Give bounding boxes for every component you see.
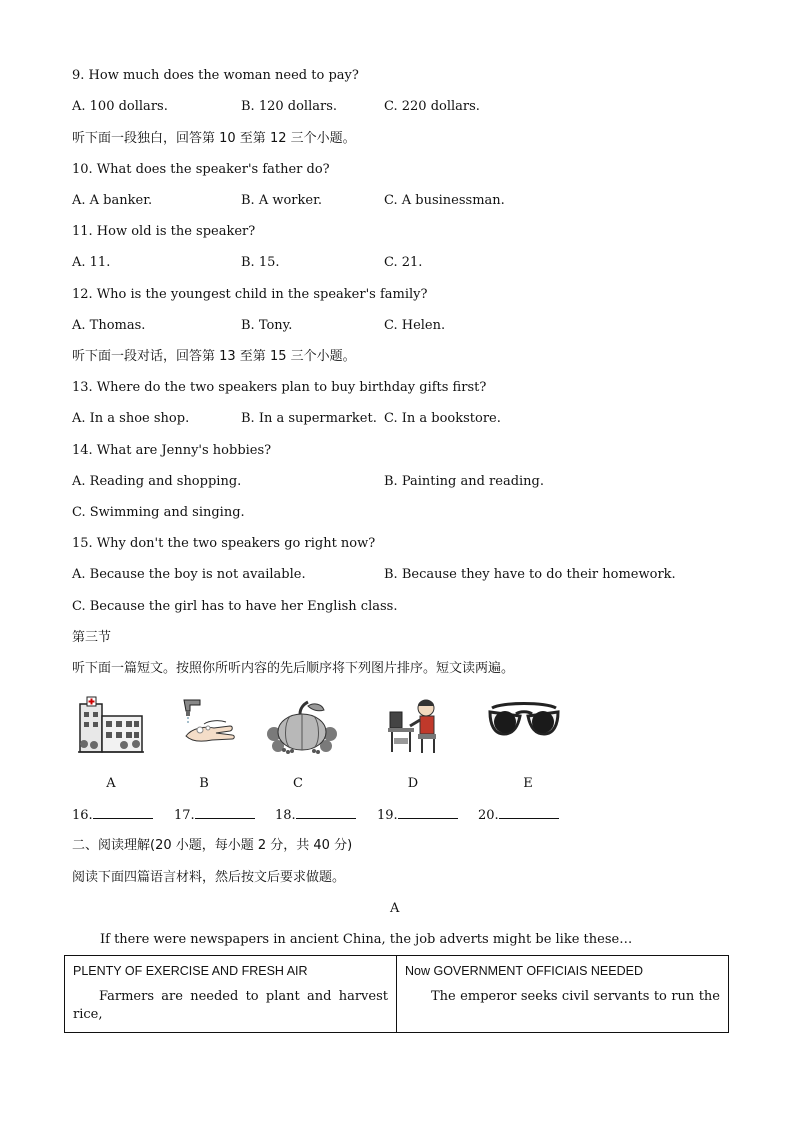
question-12: 12. Who is the youngest child in the speaker's family?: [72, 287, 428, 302]
question-9: 9. How much does the woman need to pay?: [72, 68, 359, 83]
q13-option-b: B. In a supermarket.: [241, 411, 377, 426]
job-adverts-table: [64, 955, 729, 1033]
answer-blank-19[interactable]: [377, 806, 458, 823]
question-15: 15. Why don't the two speakers go right now?: [72, 536, 376, 551]
hand-washing-icon: [174, 694, 250, 764]
q9-option-c: C. 220 dollars.: [384, 99, 480, 114]
hospital-icon: [76, 694, 152, 764]
q13-option-c: C. In a bookstore.: [384, 411, 501, 426]
q14-option-b: B. Painting and reading.: [384, 474, 545, 489]
advert-farmers: [65, 956, 397, 1033]
q14-option-c: C. Swimming and singing.: [72, 505, 245, 520]
picture-label-c: C: [293, 776, 303, 791]
q9-option-b: B. 120 dollars.: [241, 99, 337, 114]
advert-body: The emperor seeks civil servants to run the: [431, 989, 720, 1004]
q15-option-c: C. Because the girl has to have her English class.: [72, 599, 398, 614]
question-11: 11. How old is the speaker?: [72, 224, 256, 239]
instruction-13-15: 听下面一段对话，回答第 13 至第 15 三个小题。: [72, 349, 356, 364]
passage-label: A: [390, 901, 400, 916]
q10-option-c: C. A businessman.: [384, 193, 505, 208]
question-13: 13. Where do the two speakers plan to buy birthday gifts first?: [72, 380, 487, 395]
picture-label-d: D: [407, 776, 419, 791]
picture-row: [72, 694, 632, 764]
pumpkin-vegetables-icon: [264, 694, 340, 764]
instruction-10-12: 听下面一段独白，回答第 10 至第 12 三个小题。: [72, 131, 356, 146]
q11-option-b: B. 15.: [241, 255, 280, 270]
part-2-title: 二、阅读理解(20 小题，每小题 2 分，共 40 分): [72, 838, 353, 853]
q11-option-a: A. 11.: [72, 255, 111, 270]
sunglasses-icon: [486, 694, 562, 764]
answer-blank-20[interactable]: [478, 806, 559, 823]
student-at-computer-icon: [380, 694, 456, 764]
q15-option-a: A. Because the boy is not available.: [72, 567, 306, 582]
q10-option-a: A. A banker.: [72, 193, 153, 208]
blank-number: 16.: [72, 808, 93, 823]
q12-option-a: A. Thomas.: [72, 318, 146, 333]
picture-label-e: E: [523, 776, 533, 791]
blank-number: 19.: [377, 808, 398, 823]
question-14: 14. What are Jenny's hobbies?: [72, 443, 272, 458]
passage-intro: If there were newspapers in ancient China, the job adverts might be like these…: [100, 932, 633, 947]
blank-number: 17.: [174, 808, 195, 823]
advert-heading: Now GOVERNMENT OFFICIAIS NEEDED: [405, 964, 643, 978]
advert-body: Farmers are needed to plant and harvest rice,: [73, 989, 388, 1022]
q12-option-c: C. Helen.: [384, 318, 446, 333]
section-3-title: 第三节: [72, 630, 112, 645]
q15-option-b: B. Because they have to do their homework.: [384, 567, 676, 582]
question-10: 10. What does the speaker's father do?: [72, 162, 330, 177]
q13-option-a: A. In a shoe shop.: [72, 411, 190, 426]
answer-blank-17[interactable]: [174, 806, 255, 823]
q14-option-a: A. Reading and shopping.: [72, 474, 242, 489]
q11-option-c: C. 21.: [384, 255, 423, 270]
advert-officials: [397, 956, 729, 1033]
blank-number: 20.: [478, 808, 499, 823]
picture-label-a: A: [106, 776, 116, 791]
picture-label-b: B: [199, 776, 209, 791]
q10-option-b: B. A worker.: [241, 193, 322, 208]
part-2-instruction: 阅读下面四篇语言材料，然后按文后要求做题。: [72, 870, 346, 885]
q12-option-b: B. Tony.: [241, 318, 293, 333]
q9-option-a: A. 100 dollars.: [72, 99, 168, 114]
section-3-instruction: 听下面一篇短文。按照你所听内容的先后顺序将下列图片排序。短文读两遍。: [72, 661, 515, 676]
answer-blank-16[interactable]: [72, 806, 153, 823]
answer-blank-18[interactable]: [275, 806, 356, 823]
advert-heading: PLENTY OF EXERCISE AND FRESH AIR: [73, 964, 308, 978]
blank-number: 18.: [275, 808, 296, 823]
